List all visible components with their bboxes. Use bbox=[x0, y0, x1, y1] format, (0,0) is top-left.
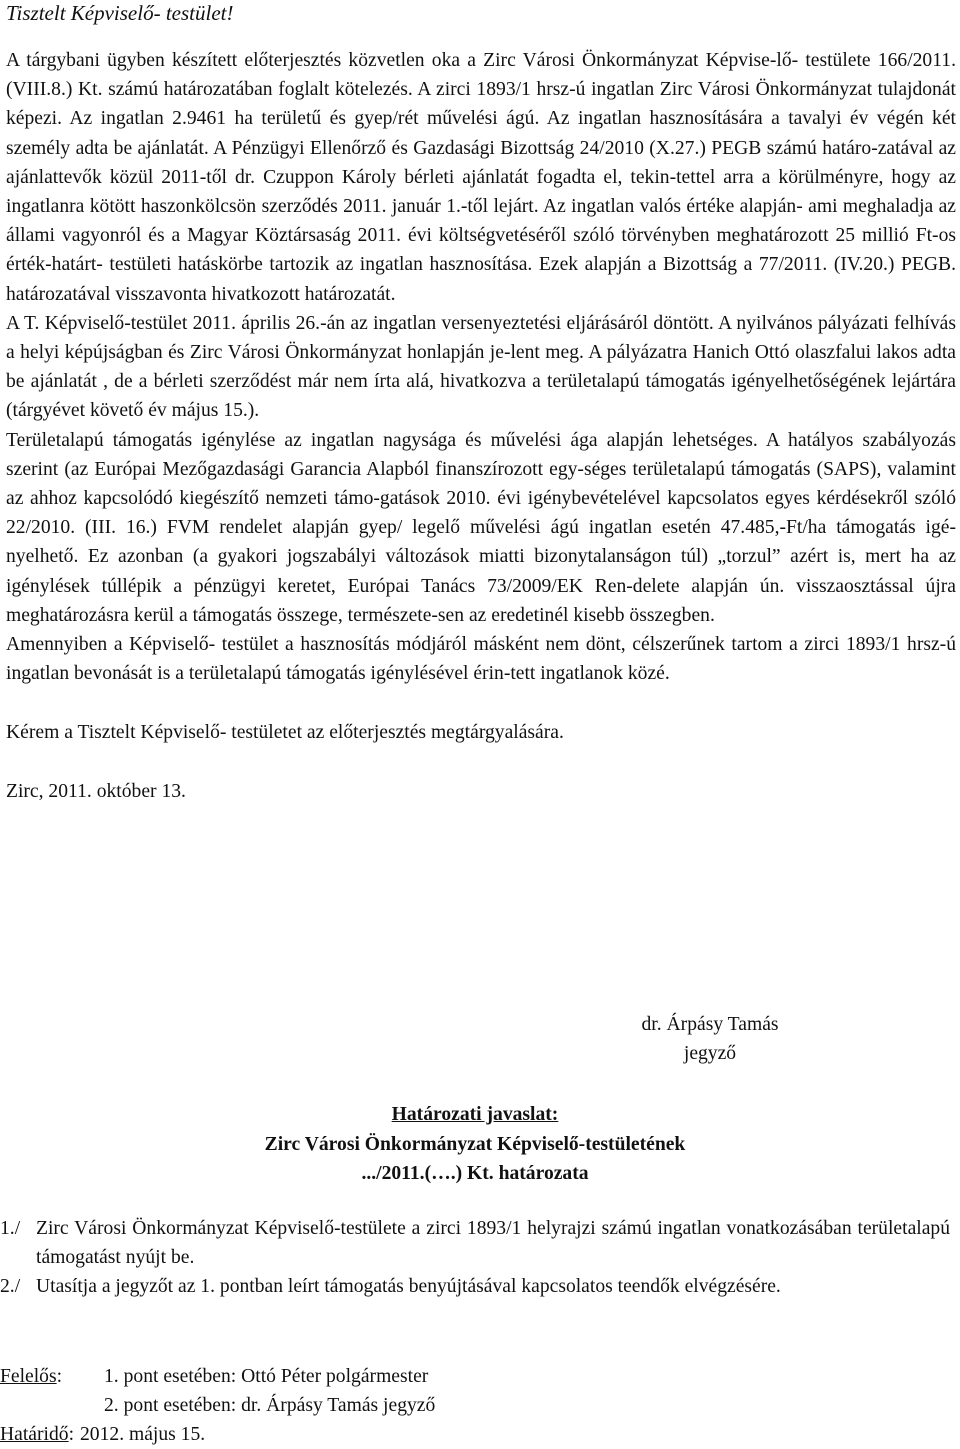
paragraph-proposal: Amennyiben a Képviselő- testület a hasznosítás módjáról másként nem dönt, célszerűnek tartom a zirci 1893/1 hrsz-ú ingatlan bevonását is a területalapú támogatás igénylésével érin-tett ingatlanok közé. bbox=[6, 634, 956, 685]
deadline-row: Határidő: 2012. május 15. bbox=[0, 1420, 950, 1449]
salutation: Tisztelt Képviselő- testület! bbox=[6, 1, 234, 25]
responsible-row: Felelős: 1. pont esetében: Ottó Péter polgármester bbox=[0, 1362, 950, 1391]
responsible-2: 2. pont esetében: dr. Árpásy Tamás jegyző bbox=[104, 1395, 436, 1416]
resolution-item-text: Utasítja a jegyzőt az 1. pontban leírt támogatás benyújtásával kapcsolatos teendők elvégzésére. bbox=[36, 1276, 781, 1297]
resolution-item-number: 2./ bbox=[0, 1276, 21, 1297]
letter-body bbox=[6, 46, 956, 688]
responsible-row-2 bbox=[0, 1391, 950, 1420]
resolution-number: .../2011.(….) Kt. határozata bbox=[361, 1163, 589, 1184]
signature-block bbox=[600, 1010, 820, 1068]
resolution-items bbox=[0, 1214, 950, 1301]
deadline-value: 2012. május 15. bbox=[80, 1424, 206, 1445]
resolution-item-text: Zirc Városi Önkormányzat Képviselő-testülete a zirci 1893/1 helyrajzi számú ingatlan vonatkozásában területalapú támogatást nyújt be. bbox=[36, 1218, 950, 1268]
date-line: Zirc, 2011. október 13. bbox=[6, 781, 186, 803]
resolution-item bbox=[0, 1214, 950, 1272]
resolution-label: Határozati javaslat: bbox=[391, 1104, 559, 1125]
deadline-label: Határidő bbox=[0, 1424, 69, 1445]
responsible-1: 1. pont esetében: Ottó Péter polgármester bbox=[104, 1366, 429, 1387]
resolution-item-number: 1./ bbox=[0, 1218, 21, 1239]
responsibility-footer bbox=[0, 1362, 950, 1449]
resolution-item bbox=[0, 1272, 950, 1301]
request-line: Kérem a Tisztelt Képviselő- testületet az előterjesztés megtárgyalására. bbox=[6, 722, 564, 744]
responsible-label: Felelős bbox=[0, 1366, 57, 1387]
paragraph-obligation: A tárgybani ügyben készített előterjesztés közvetlen oka a Zirc Városi Önkormányzat Képvise-lő- testülete 166/2011. (VIII.8.) Kt. számú határozatában foglalt kötelezés. A zirci 1893/1 hrsz-ú ingatlan Zirc Városi Önkormányzat tulajdonát képezi. Az ingatlan 2.9461 ha területű és gyep/rét művelési ágú. Az ingatlan hasznosítására a tavalyi év végén két személy adta be ajánlatát. A Pénzügyi Ellenőrző és Gazdasági Bizottság 24/2010 (X.27.) PEGB számú határo-zatával az ajánlattevők közül 2011-től dr. Czuppon Károly bérleti ajánlatát fogadta el, tekin-tettel arra a körülményre, hogy az ingatlanra kötött haszonkölcsön szerződés 2011. január 1.-től lejárt. Az ingatlan valós értéke alapján- ami meghaladja az állami vagyonról és a Magyar Köztársaság 2011. évi költségvetéséről szóló törvényben meghatározott 25 millió Ft-os érték-határt- testületi hatáskörbe tartozik az ingatlan hasznosítása. Ezek alapján a Bizottság a 77/2011. (IV.20.) PEGB. határozatával visszavonta hivatkozott határozatát. bbox=[6, 50, 956, 305]
signatory-name: dr. Árpásy Tamás bbox=[641, 1014, 779, 1035]
paragraph-tender: A T. Képviselő-testület 2011. április 26.-án az ingatlan versenyeztetési eljárásáról döntött. A nyilvános pályázati felhívás a helyi képújságban és Zirc Városi Önkormányzat honlapján je-lent meg. A pályázatra Hanich Ottó olaszfalui lakos adta be ajánlatát , de a bérleti szerződést már nem írta alá, hivatkozva a területalapú támogatás igényelhetőségének lejártára (tárgyévet követő év május 15.). bbox=[6, 312, 956, 422]
paragraph-subsidy: Területalapú támogatás igénylése az ingatlan nagysága és művelési ága alapján lehetséges. A hatályos szabályozás szerint (az Európai Mezőgazdasági Garancia Alapból finanszírozott egy-séges területalapú támogatás (SAPS), valamint az ahhoz kapcsolódó kiegészítő nemzeti támo-gatások 2010. évi igénybevételével kapcsolatos egyes kérdésekről szóló 22/2010. (III. 16.) FVM rendelet alapján gyep/ legelő művelési ágú ingatlan esetén 47.485,-Ft/ha támogatás igé-nyelhető. Ez azonban (a gyakori jogszabályi változások miatti bizonytalanságon túl) „torzul” azért is, mert ha az igénylések túllépik a pénzügyi keretet, Európai Tanács 73/2009/EK Ren-delete alapján ún. visszaosztással újra meghatározásra kerül a támogatás összege, természete-sen az eredetinél kisebb összegben. bbox=[6, 429, 956, 626]
resolution-body: Zirc Városi Önkormányzat Képviselő-testületének bbox=[264, 1133, 686, 1155]
signatory-title: jegyző bbox=[683, 1043, 737, 1064]
resolution-heading bbox=[0, 1100, 950, 1189]
document-page bbox=[6, 0, 956, 806]
